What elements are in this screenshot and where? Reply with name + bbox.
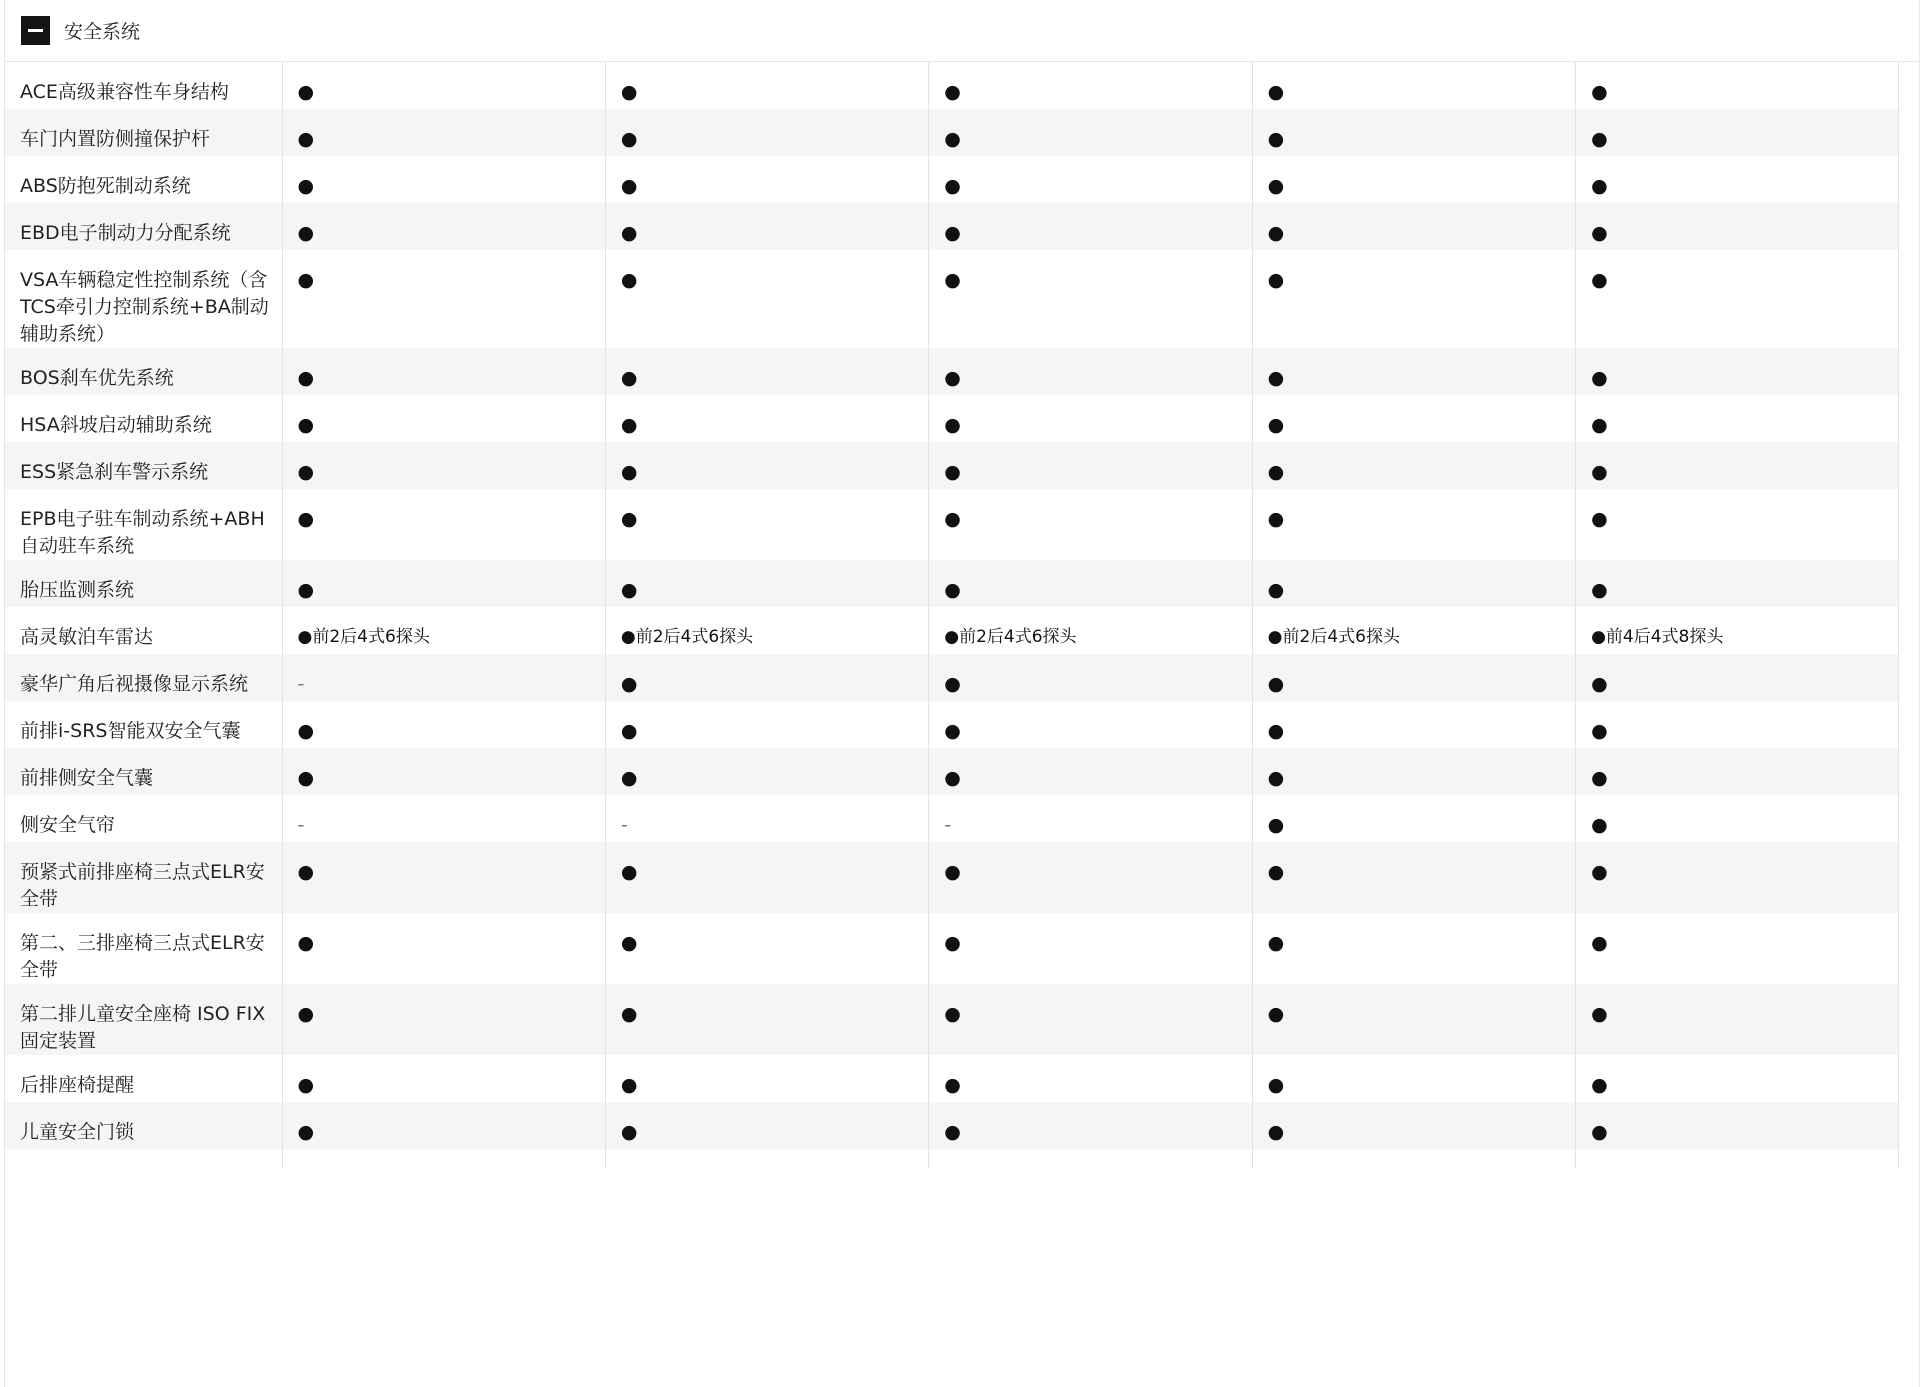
trim-5-value: ●: [1576, 109, 1899, 156]
table-row: [5, 250, 1899, 348]
trim-1-value: ●: [282, 1055, 605, 1102]
table-row: [5, 1102, 1899, 1149]
trim-3-value: ●: [929, 203, 1252, 250]
spec-table: [5, 62, 1899, 1169]
table-row: [5, 62, 1899, 109]
trim-5-value: ●: [1576, 1102, 1899, 1149]
trim-4-value: ●: [1252, 748, 1575, 795]
trim-3-value: ●: [929, 109, 1252, 156]
trim-1-value: ●: [282, 109, 605, 156]
table-row: [5, 560, 1899, 607]
trim-4-value: ●: [1252, 984, 1575, 1055]
trim-4-value: ●: [1252, 109, 1575, 156]
trim-2-value: ●: [605, 250, 928, 348]
trim-5-value: ●: [1576, 489, 1899, 560]
table-row: [5, 1055, 1899, 1102]
trim-3-value: ●前2后4式6探头: [929, 607, 1252, 654]
trim-4-value: ●: [1252, 442, 1575, 489]
trim-1-value: ●: [282, 560, 605, 607]
table-row: [5, 203, 1899, 250]
feature-label: 预紧式前排座椅三点式ELR安全带: [5, 842, 282, 913]
feature-label: 第二、三排座椅三点式ELR安全带: [5, 913, 282, 984]
trim-2-value: ●: [605, 203, 928, 250]
feature-label: 豪华广角后视摄像显示系统: [5, 654, 282, 701]
trim-5-value: ●: [1576, 348, 1899, 395]
table-row: [5, 156, 1899, 203]
trim-5-value: ●: [1576, 654, 1899, 701]
trim-3-value: ●: [929, 489, 1252, 560]
trim-3-value: ●: [929, 913, 1252, 984]
trim-5-value: ●: [1576, 395, 1899, 442]
trim-4-value: ●: [1252, 62, 1575, 109]
trim-5-value: ●: [1576, 250, 1899, 348]
trim-3-value: ●: [929, 1102, 1252, 1149]
feature-label: ABS防抱死制动系统: [5, 156, 282, 203]
table-row: [5, 795, 1899, 842]
trim-2-value: ●: [605, 701, 928, 748]
trim-2-value: ●: [605, 560, 928, 607]
trim-5-value: ●: [1576, 560, 1899, 607]
trim-4-value: ●: [1252, 842, 1575, 913]
trim-3-value: ●: [929, 156, 1252, 203]
feature-label: 高灵敏泊车雷达: [5, 607, 282, 654]
trim-1-value: ●: [282, 913, 605, 984]
trim-2-value: ●: [605, 1055, 928, 1102]
table-row: [5, 109, 1899, 156]
table-row: [5, 984, 1899, 1055]
trim-4-value: ●: [1252, 489, 1575, 560]
trim-3-value: ●: [929, 984, 1252, 1055]
trim-1-value: ●: [282, 701, 605, 748]
trim-5-value: ●: [1576, 1055, 1899, 1102]
trim-2-value: ●: [605, 1102, 928, 1149]
trim-3-value: ●: [929, 1055, 1252, 1102]
trim-5-value: ●: [1576, 842, 1899, 913]
safety-system-panel: [4, 0, 1920, 1387]
table-row: [5, 748, 1899, 795]
trim-2-value: ●: [605, 395, 928, 442]
trim-1-value: ●: [282, 250, 605, 348]
trim-5-value: ●: [1576, 701, 1899, 748]
trim-3-value: ●: [929, 842, 1252, 913]
trim-1-value: ●: [282, 442, 605, 489]
feature-label: VSA车辆稳定性控制系统（含TCS牵引力控制系统+BA制动辅助系统）: [5, 250, 282, 348]
trim-1-value: ●: [282, 156, 605, 203]
trim-5-value: ●前4后4式8探头: [1576, 607, 1899, 654]
table-row: [5, 348, 1899, 395]
trim-4-value: ●: [1252, 250, 1575, 348]
trim-4-value: ●: [1252, 560, 1575, 607]
trim-4-value: ●: [1252, 1055, 1575, 1102]
table-row: [5, 607, 1899, 654]
table-row: [5, 489, 1899, 560]
trim-3-value: ●: [929, 250, 1252, 348]
trim-3-value: ●: [929, 62, 1252, 109]
feature-label: 儿童安全门锁: [5, 1102, 282, 1149]
trim-2-value: ●: [605, 748, 928, 795]
trim-1-value: ●: [282, 62, 605, 109]
trim-1-value: [282, 1149, 605, 1169]
trim-5-value: ●: [1576, 203, 1899, 250]
table-row: [5, 842, 1899, 913]
trim-5-value: ●: [1576, 795, 1899, 842]
feature-label: 前排i-SRS智能双安全气囊: [5, 701, 282, 748]
trim-2-value: ●: [605, 62, 928, 109]
minus-square-icon[interactable]: [21, 16, 50, 45]
trim-3-value: ●: [929, 442, 1252, 489]
table-row: [5, 395, 1899, 442]
trim-2-value: ●: [605, 654, 928, 701]
trim-1-value: ●: [282, 842, 605, 913]
trim-5-value: ●: [1576, 442, 1899, 489]
section-header-safety[interactable]: [5, 0, 1919, 62]
trim-5-value: [1576, 1149, 1899, 1169]
trim-2-value: ●: [605, 442, 928, 489]
spec-table-body: [5, 62, 1899, 1169]
trim-4-value: ●: [1252, 654, 1575, 701]
trim-1-value: ●: [282, 489, 605, 560]
trim-2-value: ●: [605, 913, 928, 984]
trim-4-value: ●: [1252, 156, 1575, 203]
trim-4-value: ●: [1252, 395, 1575, 442]
trim-2-value: -: [605, 795, 928, 842]
trim-3-value: ●: [929, 701, 1252, 748]
feature-label: BOS刹车优先系统: [5, 348, 282, 395]
trim-5-value: ●: [1576, 984, 1899, 1055]
feature-label: 第二排儿童安全座椅 ISO FIX 固定装置: [5, 984, 282, 1055]
trim-3-value: ●: [929, 560, 1252, 607]
trim-5-value: ●: [1576, 748, 1899, 795]
trim-3-value: [929, 1149, 1252, 1169]
trim-4-value: ●: [1252, 913, 1575, 984]
trim-4-value: [1252, 1149, 1575, 1169]
feature-label: [5, 1149, 282, 1169]
trim-1-value: ●: [282, 348, 605, 395]
feature-label: ESS紧急刹车警示系统: [5, 442, 282, 489]
trim-4-value: ●: [1252, 701, 1575, 748]
feature-label: 后排座椅提醒: [5, 1055, 282, 1102]
trim-1-value: ●: [282, 984, 605, 1055]
trim-2-value: ●: [605, 489, 928, 560]
trim-1-value: ●前2后4式6探头: [282, 607, 605, 654]
trim-1-value: ●: [282, 395, 605, 442]
trim-3-value: ●: [929, 348, 1252, 395]
trim-2-value: [605, 1149, 928, 1169]
feature-label: 侧安全气帘: [5, 795, 282, 842]
trim-4-value: ●: [1252, 203, 1575, 250]
feature-label: HSA斜坡启动辅助系统: [5, 395, 282, 442]
trim-5-value: ●: [1576, 62, 1899, 109]
trim-1-value: ●: [282, 748, 605, 795]
trim-4-value: ●: [1252, 348, 1575, 395]
feature-label: ACE高级兼容性车身结构: [5, 62, 282, 109]
trim-5-value: ●: [1576, 913, 1899, 984]
feature-label: 胎压监测系统: [5, 560, 282, 607]
trim-2-value: ●前2后4式6探头: [605, 607, 928, 654]
table-row: [5, 654, 1899, 701]
trim-4-value: ●: [1252, 795, 1575, 842]
trim-1-value: -: [282, 795, 605, 842]
trim-1-value: ●: [282, 203, 605, 250]
trim-1-value: ●: [282, 1102, 605, 1149]
table-row: [5, 442, 1899, 489]
trim-2-value: ●: [605, 156, 928, 203]
trim-4-value: ●: [1252, 1102, 1575, 1149]
table-row: [5, 1149, 1899, 1169]
trim-2-value: ●: [605, 109, 928, 156]
feature-label: EBD电子制动力分配系统: [5, 203, 282, 250]
trim-5-value: ●: [1576, 156, 1899, 203]
minus-bar: [28, 29, 43, 32]
feature-label: 前排侧安全气囊: [5, 748, 282, 795]
section-title: 安全系统: [64, 21, 141, 43]
trim-2-value: ●: [605, 348, 928, 395]
table-row: [5, 701, 1899, 748]
trim-4-value: ●前2后4式6探头: [1252, 607, 1575, 654]
feature-label: EPB电子驻车制动系统+ABH自动驻车系统: [5, 489, 282, 560]
trim-3-value: ●: [929, 395, 1252, 442]
trim-3-value: ●: [929, 654, 1252, 701]
feature-label: 车门内置防侧撞保护杆: [5, 109, 282, 156]
trim-1-value: -: [282, 654, 605, 701]
trim-3-value: -: [929, 795, 1252, 842]
trim-2-value: ●: [605, 984, 928, 1055]
trim-2-value: ●: [605, 842, 928, 913]
table-row: [5, 913, 1899, 984]
trim-3-value: ●: [929, 748, 1252, 795]
